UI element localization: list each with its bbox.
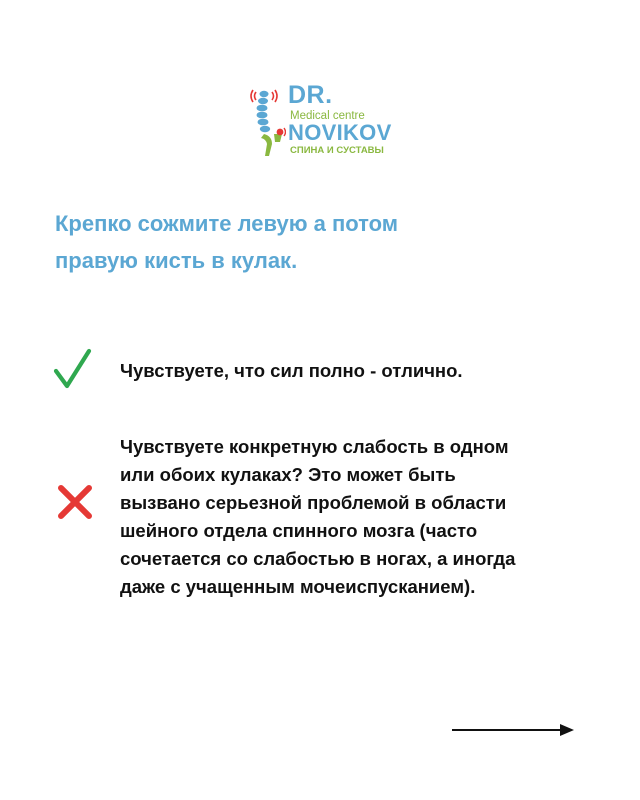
spine-logo-icon bbox=[250, 82, 286, 156]
cross-icon bbox=[56, 483, 94, 521]
negative-result-line-5: сочетается со слабостью в ногах, а иногда bbox=[120, 548, 516, 569]
negative-result-line-1: Чувствуете конкретную слабость в одном bbox=[120, 436, 509, 457]
logo-tagline: СПИНА И СУСТАВЫ bbox=[290, 145, 384, 156]
arrow-right-icon[interactable] bbox=[452, 722, 576, 738]
negative-result-line-4: шейного отдела спинного мозга (часто bbox=[120, 520, 478, 541]
page-title-line-2: правую кисть в кулак. bbox=[55, 248, 298, 273]
clinic-logo bbox=[250, 82, 400, 160]
check-icon bbox=[52, 348, 94, 390]
page-title bbox=[55, 205, 595, 279]
logo-title-novikov: NOVIKOV bbox=[288, 120, 392, 145]
negative-result-line-3: вызвано серьезной проблемой в области bbox=[120, 492, 507, 513]
negative-result-line-6: даже с учащенным мочеиспусканием). bbox=[120, 576, 476, 597]
negative-result-line-2: или обоих кулаках? Это может быть bbox=[120, 464, 456, 485]
logo-title-dr: DR. bbox=[288, 81, 333, 109]
page-title-line-1: Крепко сожмите левую а потом bbox=[55, 211, 399, 236]
positive-result-text: Чувствуете, что сил полно - отлично. bbox=[120, 360, 463, 381]
logo-subtitle: Medical centre bbox=[290, 110, 365, 122]
negative-result-text bbox=[120, 433, 600, 601]
